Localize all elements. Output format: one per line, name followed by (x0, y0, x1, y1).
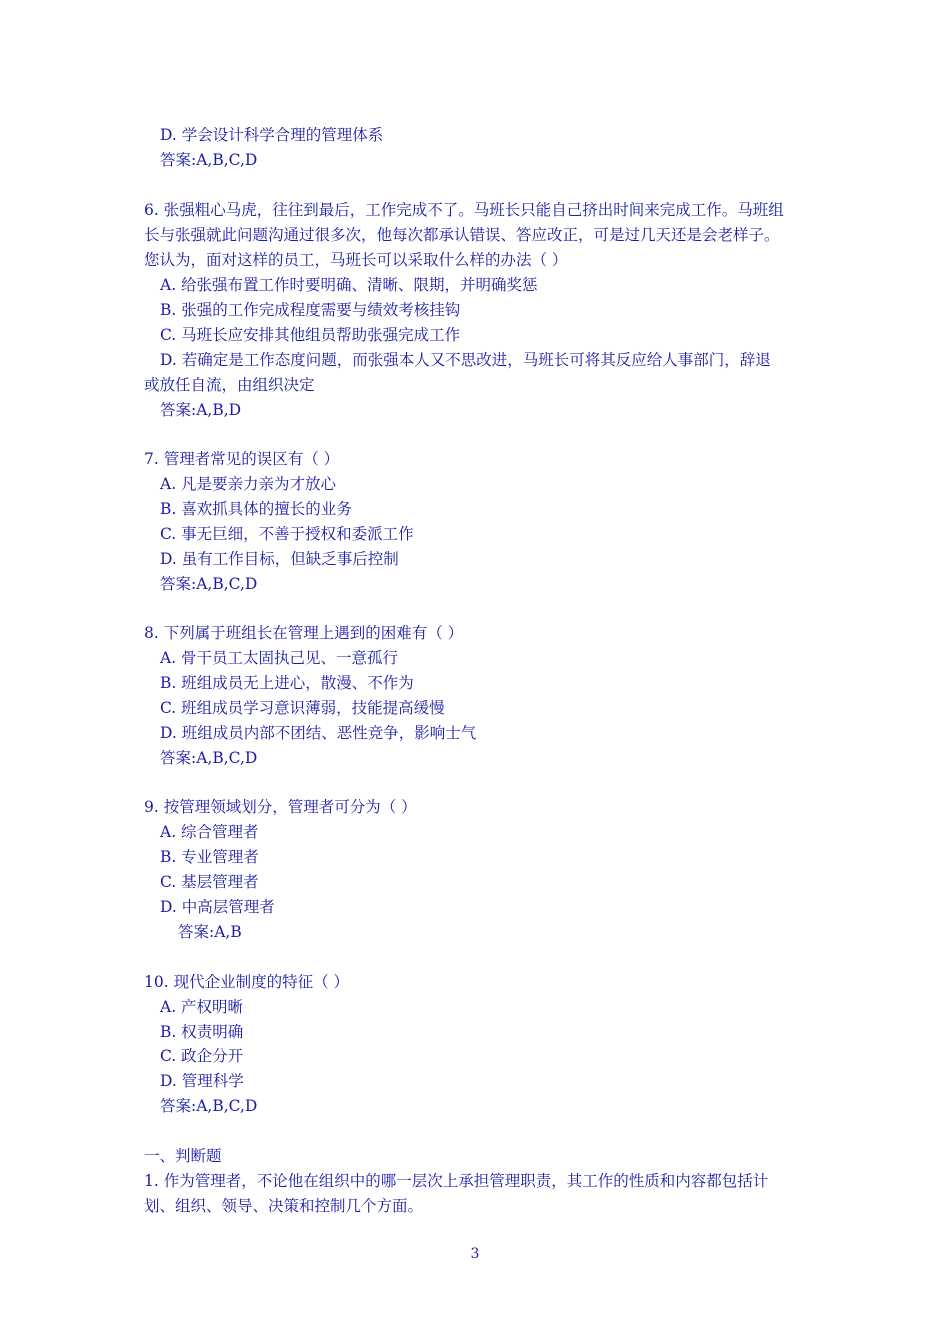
q5-answer: 答案:A,B,C,D (160, 151, 258, 169)
section-title: 一、判断题 (144, 1147, 222, 1165)
judgement-1-line-1: 1. 作为管理者，不论他在组织中的哪一层次上承担管理职责，其工作的性质和内容都包括计 (144, 1172, 769, 1190)
q8-option-d: D. 班组成员内部不团结、恶性竞争，影响士气 (160, 724, 477, 742)
q10-option-c: C. 政企分开 (160, 1047, 244, 1065)
q7-answer: 答案:A,B,C,D (160, 575, 258, 593)
q7-option-a: A. 凡是要亲力亲为才放心 (160, 475, 337, 493)
judgement-1-line-2: 划、组织、领导、决策和控制几个方面。 (144, 1197, 424, 1215)
q5-option-d: D. 学会设计科学合理的管理体系 (160, 126, 384, 144)
q6-option-c: C. 马班长应安排其他组员帮助张强完成工作 (160, 326, 461, 344)
q8-option-b: B. 班组成员无上进心，散漫、不作为 (160, 674, 414, 692)
q6-option-d-line-1: D. 若确定是工作态度问题，而张强本人又不思改进，马班长可将其反应给人事部门，辞退 (160, 351, 771, 369)
q10-option-a: A. 产权明晰 (160, 998, 244, 1016)
q7-option-b: B. 喜欢抓具体的擅长的业务 (160, 500, 352, 518)
q6-option-d-line-2: 或放任自流，由组织决定 (144, 376, 315, 394)
page-number: 3 (470, 1246, 480, 1262)
q9-option-c: C. 基层管理者 (160, 873, 259, 891)
q7-option-d: D. 虽有工作目标，但缺乏事后控制 (160, 550, 399, 568)
q9-option-a: A. 综合管理者 (160, 823, 259, 841)
q10-option-b: B. 权责明确 (160, 1023, 244, 1041)
q9-option-d: D. 中高层管理者 (160, 898, 275, 916)
q8-option-a: A. 骨干员工太固执己见、一意孤行 (160, 649, 399, 667)
q6-answer: 答案:A,B,D (160, 401, 242, 419)
q8-stem: 8. 下列属于班组长在管理上遇到的困难有（ ） (144, 624, 464, 642)
q8-answer: 答案:A,B,C,D (160, 749, 258, 767)
q9-answer: 答案:A,B (178, 923, 242, 941)
q7-option-c: C. 事无巨细，不善于授权和委派工作 (160, 525, 414, 543)
q6-option-a: A. 给张强布置工作时要明确、清晰、限期，并明确奖惩 (160, 276, 538, 294)
q8-option-c: C. 班组成员学习意识薄弱，技能提高缓慢 (160, 699, 445, 717)
q10-option-d: D. 管理科学 (160, 1072, 244, 1090)
q7-stem: 7. 管理者常见的误区有（ ） (144, 450, 340, 468)
q10-answer: 答案:A,B,C,D (160, 1097, 258, 1115)
q10-stem: 10. 现代企业制度的特征（ ） (144, 973, 350, 991)
q6-option-b: B. 张强的工作完成程度需要与绩效考核挂钩 (160, 301, 461, 319)
q9-option-b: B. 专业管理者 (160, 848, 259, 866)
q9-stem: 9. 按管理领域划分，管理者可分为（ ） (144, 798, 417, 816)
q6-stem-line-1: 6. 张强粗心马虎，往往到最后，工作完成不了。马班长只能自己挤出时间来完成工作。马班组 (144, 201, 784, 219)
q6-stem-line-3: 您认为，面对这样的员工，马班长可以采取什么样的办法（ ） (144, 251, 568, 269)
q6-stem-line-2: 长与张强就此问题沟通过很多次，他每次都承认错误、答应改正，可是过几天还是会老样子。 (144, 226, 780, 244)
